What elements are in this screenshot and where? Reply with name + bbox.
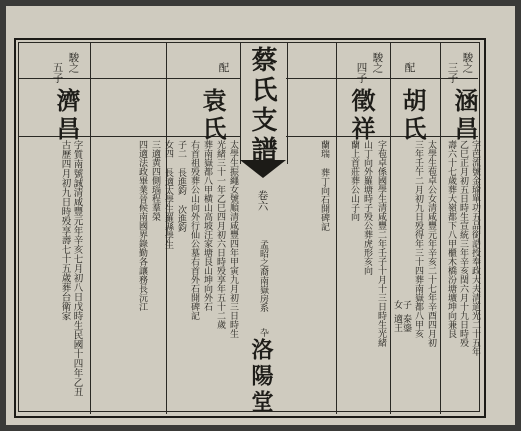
header-relation: 駿之 <box>461 52 474 73</box>
bio-text: 光緒三十一年乙巳四月初六日時殁享年五十二歲 <box>215 140 225 329</box>
daughter-line: 女四 長適太學生羅縣學生 <box>163 140 173 249</box>
bio-text: 右首祖殁葬公山向外行仙公墓右首外石開碑記 <box>189 140 199 320</box>
header-rank: 五子 <box>51 62 64 83</box>
person-name: 徵祥 <box>347 88 376 144</box>
bio-text: 太學生苞卓公女清咸豐元年辛亥二十七年辛酉四月初 <box>426 140 436 347</box>
bio-text: 乙巳正月初五日時生宣統三年辛亥閏六月十九日時殁 <box>458 140 468 347</box>
fish-tail-mark <box>240 160 286 178</box>
bio-text: 字芭流號金瑜單功五品銜誥授奉政大夫清道光二十五年 <box>470 140 480 356</box>
children-name: 泰鎏 <box>401 314 411 332</box>
bio-text: 山丁向外羅塘時子殁公葬虎形亥向 <box>362 140 372 275</box>
children-line: 子二 長進鈞 次進鈞 <box>176 140 186 232</box>
daughter-line: 三適黄四側瑙程羣榮 <box>150 140 160 221</box>
bio-text: 字苞卓係國學生清咸豐二年壬子十月十三日時生光緒 <box>376 140 386 347</box>
spouse-label: 配 <box>217 62 230 73</box>
page-number: 卆 <box>258 328 268 337</box>
bio-text: 葬南嶽都八甲横山高坡汪家塘艮山坤向外石 <box>202 140 212 311</box>
volume-label: 卷六 <box>256 190 269 211</box>
book-title: 蔡氏支譜 <box>247 46 277 166</box>
spouse-label: 配 <box>403 62 416 73</box>
header-relation: 駿之 <box>371 52 384 73</box>
spouse-name: 袁氏 <box>198 88 227 144</box>
col-divider <box>90 42 91 414</box>
person-name: 涵昌 <box>450 88 479 144</box>
bio-text: 古歷四月初九日時殁享壽七十五歲葬台衛家 <box>59 140 71 321</box>
person-name: 濟昌 <box>52 88 81 144</box>
daughter-line: 四適法政畢業晉候南國界錄勤各讓務長沅江 <box>137 140 147 311</box>
branch-label: 孟昭之裔南嶽房系 <box>258 240 268 312</box>
daughter-name: 適王 <box>392 314 402 332</box>
bio-text: 字質南號誠清咸豐元年辛亥七月初八日戊時生民國十四年乙丑 <box>71 140 83 397</box>
spouse-name: 胡氏 <box>398 88 427 144</box>
header-relation: 駿之 <box>67 52 80 73</box>
bio-text: 壽六十七歲葬大嶺都下八甲櫃木橋汾塘壙坤向兼艮 <box>446 140 456 338</box>
bio-text: 蘭瑞 葬丁向石開碑記 <box>319 140 329 231</box>
daughter-label: 女 <box>392 300 402 309</box>
header-rank: 三子 <box>446 62 459 83</box>
bio-text: 三年壬午二月初九日殁得年三十四葬南嶽都八甲亥 <box>413 140 423 338</box>
col-divider <box>440 42 441 414</box>
bio-text: 蘭上首莊葬公山子向 <box>349 140 359 221</box>
col-divider <box>390 42 391 414</box>
bio-text: 太學生振繩女號順清咸豐四年甲寅九月初三日時生 <box>228 140 238 338</box>
col-divider <box>336 42 337 414</box>
children-label: 子 <box>401 300 411 309</box>
header-rank: 四子 <box>355 62 368 83</box>
hall-name: 洛陽堂 <box>248 338 274 416</box>
